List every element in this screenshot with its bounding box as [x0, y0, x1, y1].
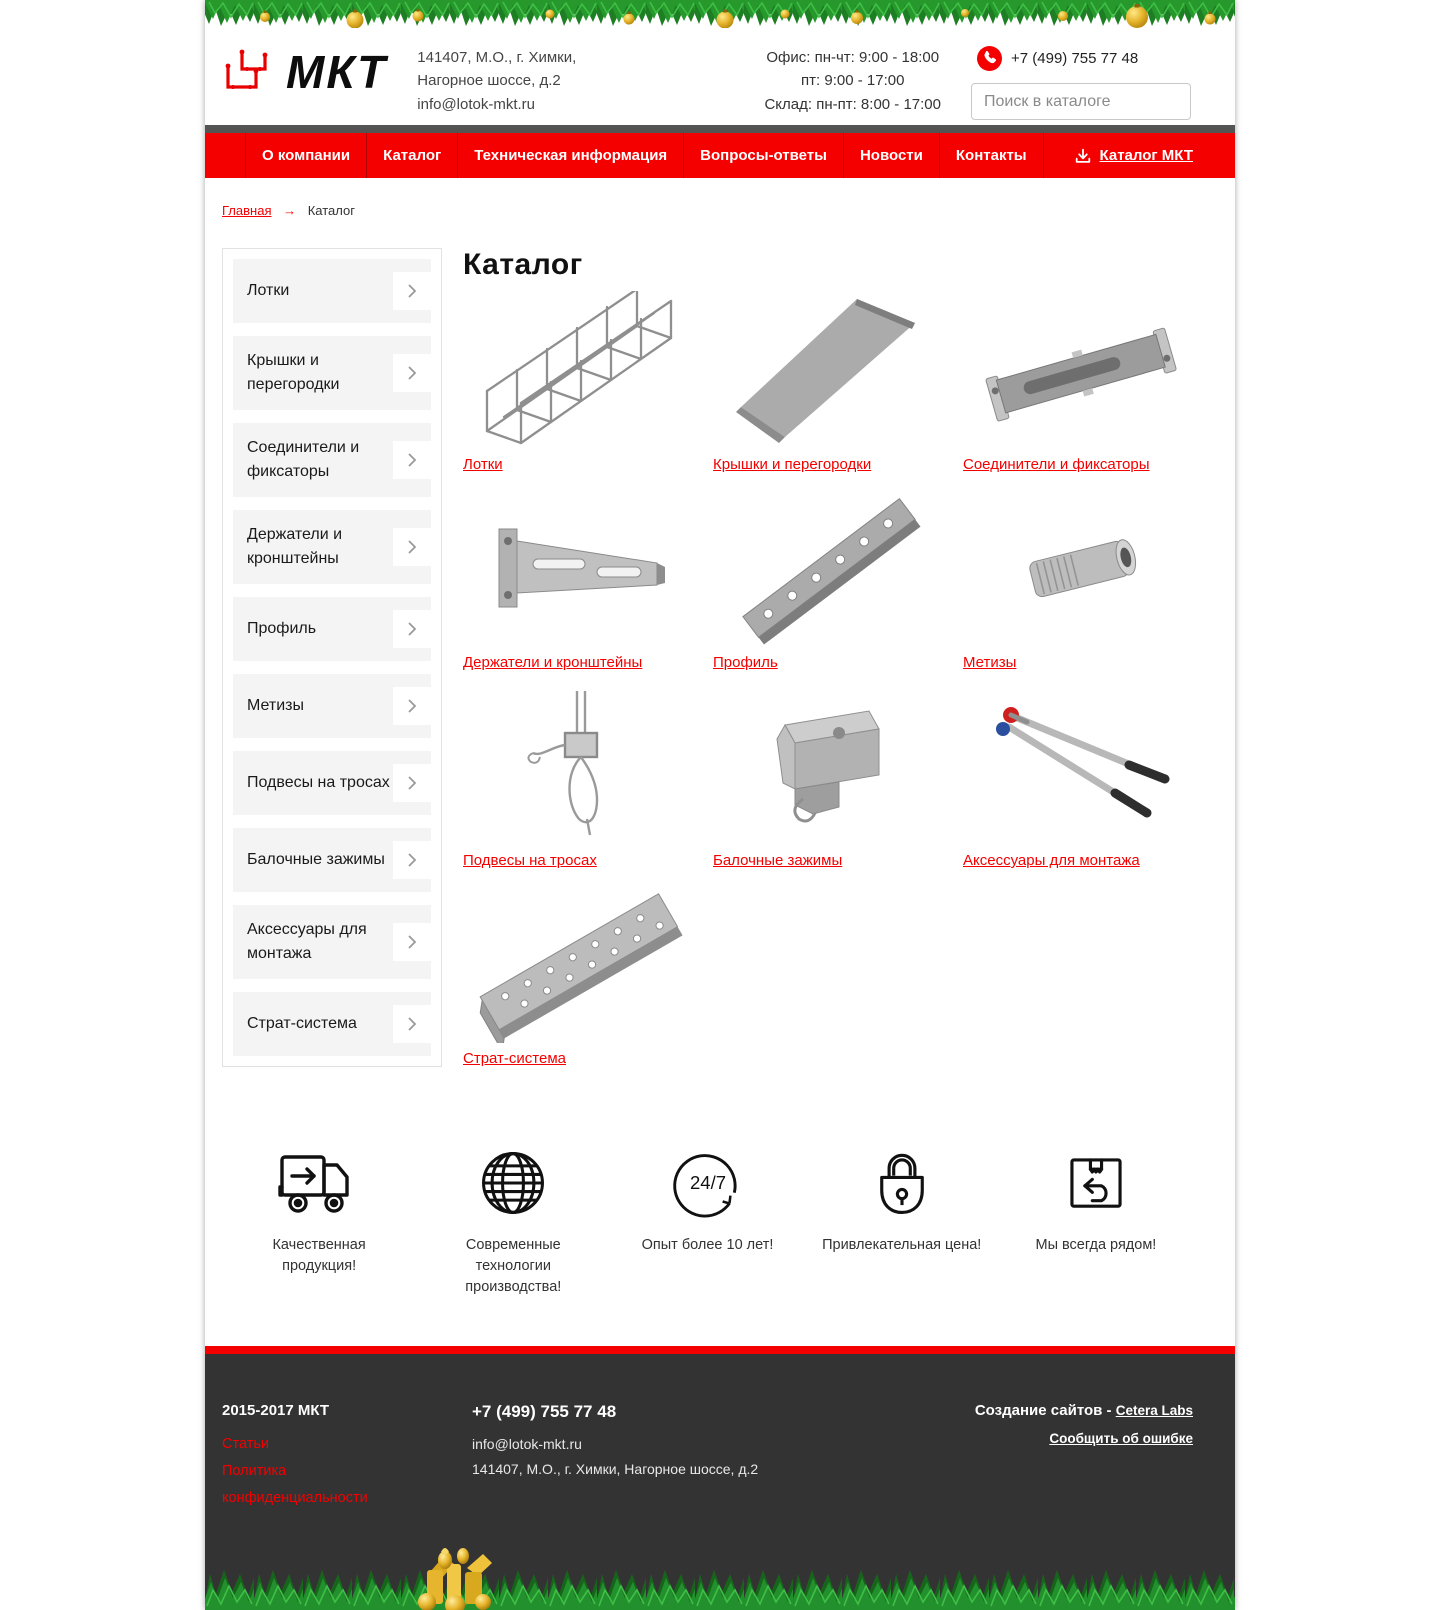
- phone-row: [971, 46, 1193, 71]
- feature-label: Качественная продукция!: [272, 1237, 366, 1275]
- chevron-right-icon: [393, 272, 431, 310]
- feature-label: Мы всегда рядом!: [1035, 1237, 1157, 1253]
- chevron-right-icon: [393, 923, 431, 961]
- catalog-link-rope-hangers[interactable]: Подвесы на тросах: [463, 852, 597, 869]
- site-footer: [205, 1354, 1235, 1610]
- fastener-image: [963, 488, 1195, 648]
- crimp-tool-image: [963, 686, 1195, 846]
- footer-address: 141407, М.О., г. Химки, Нагорное шоссе, д.2: [472, 1460, 759, 1477]
- feature-label: Современные технологии производства!: [465, 1237, 562, 1296]
- header-right: [971, 46, 1193, 120]
- page-title: Каталог: [463, 248, 583, 281]
- footer-accent-strip: [205, 1346, 1235, 1354]
- catalog-cell: [463, 884, 713, 1068]
- catalog-link-trays[interactable]: Лотки: [463, 456, 503, 473]
- catalog-link-profile[interactable]: Профиль: [713, 654, 778, 671]
- sidebar-item-label: Лотки: [247, 282, 290, 299]
- sidebar-item-label: Подвесы на тросах: [247, 774, 390, 791]
- hours-office: Офис: пн-чт: 9:00 - 18:00: [766, 49, 940, 66]
- nav-item-contacts[interactable]: Контакты: [940, 133, 1044, 178]
- profile-image: [713, 488, 945, 648]
- sidebar-item-label: Страт-система: [247, 1015, 357, 1032]
- lock-icon: [819, 1139, 985, 1221]
- catalog-grid: [463, 290, 1213, 1068]
- catalog-cell: [963, 290, 1213, 474]
- catalog-cell: [463, 686, 713, 870]
- connector-image: [963, 290, 1195, 450]
- catalog-link-strut-system[interactable]: Страт-система: [463, 1050, 567, 1067]
- feature-technology: [416, 1139, 610, 1298]
- sidebar-item-label: Крышки и перегородки: [247, 352, 340, 393]
- sidebar-item-connectors[interactable]: [233, 423, 431, 497]
- sidebar-item-fasteners[interactable]: [233, 674, 431, 738]
- nav-item-faq[interactable]: Вопросы-ответы: [684, 133, 844, 178]
- catalog-section: [442, 248, 1213, 1068]
- sidebar-item-accessories[interactable]: [233, 905, 431, 979]
- catalog-cell: [463, 290, 713, 474]
- hours-warehouse: Склад: пн-пт: 8:00 - 17:00: [764, 95, 941, 113]
- sidebar-item-covers[interactable]: [233, 336, 431, 410]
- header-divider-strip: [205, 125, 1235, 133]
- nav-item-news[interactable]: Новости: [844, 133, 940, 178]
- hours-friday: пт: 9:00 - 17:00: [801, 72, 905, 90]
- catalog-download-label: Каталог МКТ: [1099, 147, 1193, 164]
- strut-channel-image: [463, 884, 695, 1044]
- sidebar-item-label: Соединители и фиксаторы: [247, 439, 360, 480]
- sidebar-item-label: Профиль: [247, 620, 317, 637]
- site-header: [205, 28, 1235, 125]
- features-row: [222, 1139, 1193, 1298]
- sidebar-item-label: Аксессуары для монтажа: [247, 921, 367, 962]
- credits-prefix: Создание сайтов -: [974, 1402, 1116, 1420]
- footer-copyright: 2015-2017 МКТ: [222, 1402, 330, 1420]
- catalog-cell: [963, 488, 1213, 672]
- header-address: [417, 46, 576, 116]
- feature-experience: [610, 1139, 804, 1298]
- search-input[interactable]: [971, 83, 1191, 120]
- catalog-cell: [713, 488, 963, 672]
- svg-text:24/7: 24/7: [689, 1171, 726, 1193]
- truck-icon: [236, 1139, 402, 1221]
- header-hours: [764, 46, 941, 116]
- christmas-garland-bottom-image: [205, 1532, 1235, 1610]
- header-phone: +7 (499) 755 77 48: [1011, 50, 1139, 67]
- address-line-2: Нагорное шоссе, д.2: [417, 72, 561, 90]
- catalog-link-accessories[interactable]: Аксессуары для монтажа: [963, 852, 1140, 869]
- chevron-right-icon: [393, 841, 431, 879]
- feature-quality: [222, 1139, 416, 1298]
- 24-7-icon: [624, 1139, 790, 1221]
- bracket-image: [463, 488, 695, 648]
- catalog-download-link[interactable]: [1074, 133, 1193, 178]
- address-line-1: 141407, М.О., г. Химки,: [417, 49, 577, 66]
- rope-hanger-image: [463, 686, 695, 846]
- chevron-right-icon: [393, 687, 431, 725]
- content-column: [205, 0, 1235, 1610]
- breadcrumb-arrow-icon: →: [283, 203, 297, 218]
- catalog-link-connectors[interactable]: Соединители и фиксаторы: [963, 456, 1150, 473]
- breadcrumb-home-link[interactable]: Главная: [222, 203, 272, 218]
- footer-email: info@lotok-mkt.ru: [472, 1436, 582, 1453]
- catalog-cell: [713, 290, 963, 474]
- nav-item-about[interactable]: О компании: [245, 133, 367, 178]
- feature-price: [805, 1139, 999, 1298]
- catalog-link-beam-clamps[interactable]: Балочные зажимы: [713, 852, 843, 869]
- sidebar-item-beam-clamps[interactable]: [233, 828, 431, 892]
- sidebar-item-label: Метизы: [247, 697, 304, 714]
- main-area: [205, 178, 1235, 1346]
- footer-left-column: [222, 1402, 472, 1511]
- sidebar-item-holders[interactable]: [233, 510, 431, 584]
- header-email: info@lotok-mkt.ru: [417, 95, 536, 113]
- sidebar-item-strut-system[interactable]: [233, 992, 431, 1056]
- catalog-link-fasteners[interactable]: Метизы: [963, 654, 1017, 671]
- catalog-link-covers[interactable]: Крышки и перегородки: [713, 456, 872, 473]
- sidebar-item-rope-hangers[interactable]: [233, 751, 431, 815]
- chevron-right-icon: [393, 1005, 431, 1043]
- footer-contact-column: [472, 1402, 902, 1511]
- footer-link-privacy[interactable]: Политика конфиденциальности: [222, 1462, 368, 1506]
- feature-nearby: [999, 1139, 1193, 1298]
- feature-label: Опыт более 10 лет!: [641, 1237, 774, 1253]
- report-error-link[interactable]: Сообщить об ошибке: [1049, 1431, 1193, 1447]
- chevron-right-icon: [393, 528, 431, 566]
- sidebar-item-label: Держатели и кронштейны: [247, 526, 343, 567]
- download-icon: [1074, 147, 1092, 165]
- sidebar-item-trays[interactable]: [233, 259, 431, 323]
- catalog-cell: [463, 488, 713, 672]
- christmas-garland-top-image: [205, 0, 1235, 28]
- catalog-link-holders[interactable]: Держатели и кронштейны: [463, 654, 643, 671]
- sidebar-item-label: Балочные зажимы: [247, 851, 385, 868]
- globe-icon: [430, 1139, 596, 1221]
- box-return-icon: [1013, 1139, 1179, 1221]
- logo-tray-icon: [220, 44, 282, 100]
- breadcrumb: [222, 203, 1193, 218]
- credits-link[interactable]: Cetera Labs: [1115, 1403, 1193, 1419]
- logo[interactable]: [220, 44, 387, 100]
- logo-text: МКТ: [286, 46, 388, 98]
- catalog-cell: [963, 686, 1213, 870]
- category-sidebar: [222, 248, 442, 1067]
- footer-credits-column: [975, 1402, 1193, 1511]
- chevron-right-icon: [393, 354, 431, 392]
- beam-clamp-image: [713, 686, 945, 846]
- footer-phone: +7 (499) 755 77 48: [472, 1402, 617, 1422]
- nav-item-tech-info[interactable]: Техническая информация: [458, 133, 684, 178]
- feature-label: Привлекательная цена!: [822, 1237, 982, 1253]
- sidebar-item-profile[interactable]: [233, 597, 431, 661]
- phone-icon: [977, 46, 1002, 71]
- cover-image: [713, 290, 945, 450]
- chevron-right-icon: [393, 441, 431, 479]
- chevron-right-icon: [393, 610, 431, 648]
- main-nav: [205, 133, 1235, 178]
- chevron-right-icon: [393, 764, 431, 802]
- catalog-cell: [713, 686, 963, 870]
- nav-item-catalog[interactable]: Каталог: [367, 133, 458, 178]
- footer-link-articles[interactable]: Статьи: [222, 1436, 269, 1453]
- wire-tray-image: [463, 290, 695, 450]
- breadcrumb-current: Каталог: [307, 203, 355, 218]
